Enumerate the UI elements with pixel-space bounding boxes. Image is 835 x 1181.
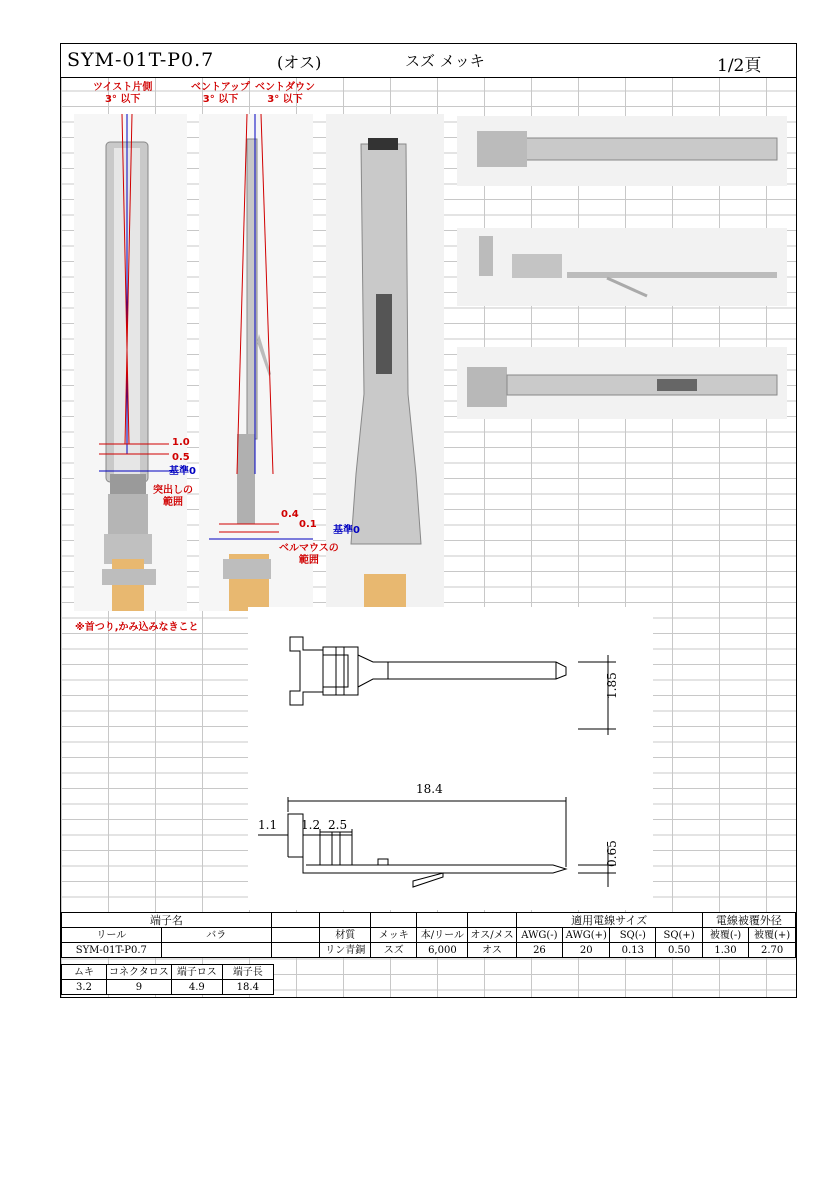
td-ins-max: 2.70 — [749, 943, 796, 958]
th-sq-min: SQ(-) — [610, 928, 656, 943]
td-term-loss: 4.9 — [171, 980, 222, 995]
th-per-reel: 本/リール — [417, 928, 468, 943]
dim-2-5: 2.5 — [328, 818, 348, 832]
protrusion-text-2: 範囲 — [163, 497, 183, 508]
th-sq-max: SQ(+) — [656, 928, 702, 943]
td-sq-max: 0.50 — [656, 943, 702, 958]
dim-1-0: 1.0 — [172, 437, 190, 448]
th-loose: バラ — [161, 928, 271, 943]
th-ins-min: 被覆(-) — [702, 928, 748, 943]
spec-table — [61, 912, 796, 958]
td-gender: オス — [468, 943, 516, 958]
td-ins-min: 1.30 — [702, 943, 748, 958]
th-reel: リール — [62, 928, 162, 943]
th-ins-max: 被覆(+) — [749, 928, 796, 943]
dimension-drawing — [248, 607, 653, 910]
dim-18-4: 18.4 — [416, 782, 443, 796]
page-number: 1/2頁 — [717, 56, 762, 76]
td-awg-max: 20 — [563, 943, 610, 958]
photo-horizontal-3 — [457, 347, 787, 419]
bend-up-label — [191, 82, 250, 106]
th-gender: オス/メス — [468, 928, 516, 943]
ref-zero-left: 基準0 — [169, 466, 196, 477]
spec-sheet — [60, 43, 797, 998]
td-sq-min: 0.13 — [610, 943, 656, 958]
photo-horizontal-2 — [457, 228, 787, 306]
td-material: リン青銅 — [320, 943, 371, 958]
bend-down-limit-text: 3° 以下 — [267, 94, 303, 105]
th-awg-min: AWG(-) — [516, 928, 563, 943]
part-code: SYM-01T-P0.7 — [67, 49, 215, 71]
dim-1-85: 1.85 — [605, 672, 619, 699]
th-term-len: 端子長 — [222, 965, 273, 980]
dim-1-1: 1.1 — [258, 818, 278, 832]
td-reel: SYM-01T-P0.7 — [62, 943, 162, 958]
bend-down-text: ベントダウン — [255, 82, 315, 93]
td-awg-min: 26 — [516, 943, 563, 958]
bend-up-limit-text: 3° 以下 — [202, 94, 239, 105]
th-awg-max: AWG(+) — [563, 928, 610, 943]
dim-1-2: 1.2 — [301, 818, 321, 832]
gender-label: (オス) — [277, 53, 322, 72]
th-term-loss: 端子ロス — [171, 965, 222, 980]
plating-label: スズ メッキ — [405, 52, 485, 70]
th-plating: メッキ — [371, 928, 417, 943]
dim-0-5: 0.5 — [172, 452, 190, 463]
protrusion-range-label — [153, 485, 193, 509]
twist-text: ツイスト片側 — [93, 82, 153, 93]
th-conn-loss: コネクタロス — [107, 965, 172, 980]
bellmouth-text-2: 範囲 — [298, 555, 319, 566]
th-material: 材質 — [320, 928, 371, 943]
dim-0-4: 0.4 — [281, 509, 299, 520]
photo-top-view — [74, 114, 187, 611]
td-conn-loss: 9 — [107, 980, 172, 995]
td-per-reel: 6,000 — [417, 943, 468, 958]
photo-side-view — [199, 114, 313, 611]
bellmouth-range-label — [279, 543, 339, 567]
dim-0-65: 0.65 — [605, 840, 619, 867]
dim-0-1: 0.1 — [299, 519, 317, 530]
bend-up-text: ベントアップ — [191, 82, 250, 93]
bellmouth-text-1: ベルマウスの — [279, 543, 339, 554]
th-wire-size: 適用電線サイズ — [516, 913, 702, 928]
title-bar — [61, 44, 796, 78]
td-strip: 3.2 — [62, 980, 107, 995]
th-terminal-name: 端子名 — [62, 913, 272, 928]
ref-zero-mid: 基準0 — [333, 525, 360, 536]
protrusion-text-1: 突出しの — [153, 485, 193, 496]
td-plating: スズ — [371, 943, 417, 958]
twist-limit-text: 3° 以下 — [104, 94, 141, 105]
bend-down-label — [255, 82, 315, 106]
th-insulation: 電線被覆外径 — [702, 913, 795, 928]
td-term-len: 18.4 — [222, 980, 273, 995]
note-text: ※首つり,かみ込みなきこと — [75, 622, 199, 633]
photo-horizontal-1 — [457, 116, 787, 186]
th-strip: ムキ — [62, 965, 107, 980]
twist-label — [93, 82, 152, 106]
length-table — [61, 964, 274, 995]
